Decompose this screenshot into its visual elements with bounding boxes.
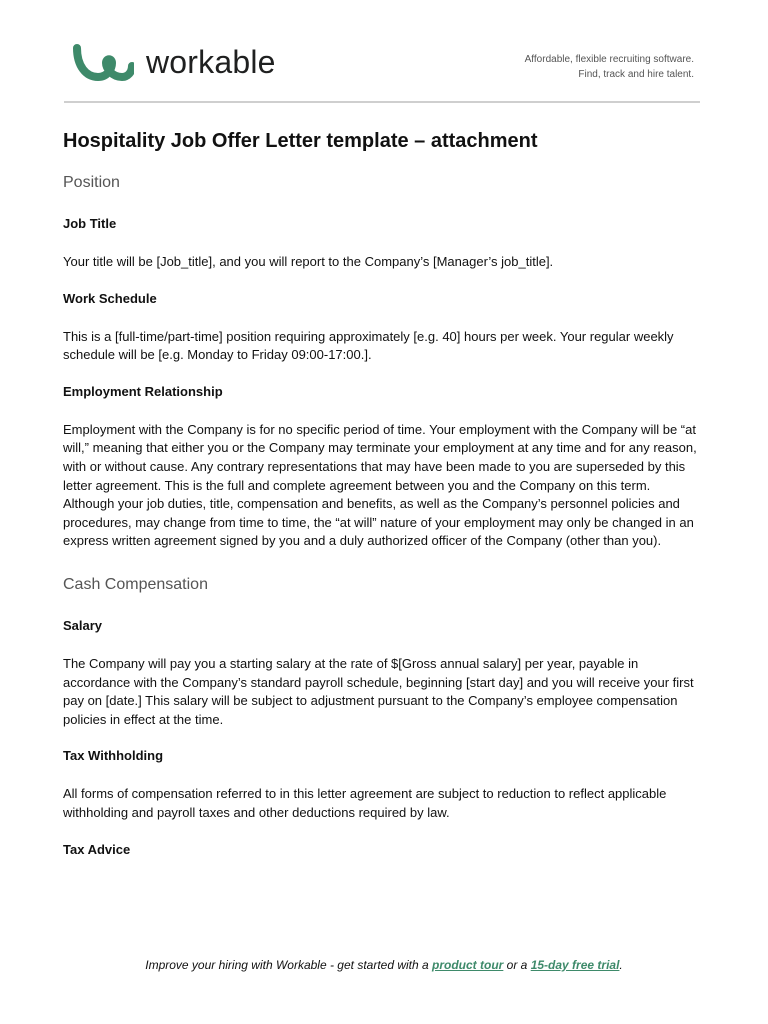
tagline-line-2: Find, track and hire talent.	[578, 69, 694, 80]
subheading-salary: Salary	[63, 617, 103, 633]
paragraph-employment-relationship: Employment with the Company is for no specific period of time. Your employment with the Company will be “at will,” meaning that either you or the Company may terminate your employment at any time and for any reason, with or without cause. Any contrary representations that may have been made to you are superseded by this letter agreement. This is the full and complete agreement between you and the Company on this term. Although your job duties, title, compensation and benefits, as well as the Company’s personnel policies and procedures, may change from time to time, the “at will” nature of your employment may only be changed in an express written agreement signed by you and a duly authorized officer of the Company (other than you).	[63, 421, 697, 549]
subheading-tax-withholding: Tax Withholding	[63, 748, 164, 764]
tagline-line-1: Affordable, flexible recruiting software.	[524, 54, 694, 65]
product-tour-link[interactable]: product tour	[432, 958, 504, 972]
subheading-employment-relationship: Employment Relationship	[63, 383, 223, 399]
subheading-tax-advice: Tax Advice	[63, 841, 131, 857]
logo-wordmark: workable	[146, 44, 276, 80]
workable-logo-icon	[72, 44, 134, 84]
paragraph-work-schedule: This is a [full-time/part-time] position requiring approximately [e.g. 40] hours per week. Your regular weekly schedule will be [e.g. Monday to Friday 09:00-17:00.].	[63, 328, 674, 363]
document-body	[63, 126, 703, 859]
footer-suffix-text: .	[619, 958, 623, 972]
subheading-job-title: Job Title	[63, 216, 117, 231]
footer-prefix-text: Improve your hiring with Workable - get started with a	[145, 958, 433, 972]
header-tagline	[525, 52, 694, 82]
header-divider	[64, 101, 700, 103]
footer-middle-text: or a	[503, 958, 531, 972]
free-trial-link[interactable]: 15-day free trial	[530, 958, 620, 972]
section-heading-position: Position	[63, 174, 120, 191]
section-heading-cash-compensation: Cash Compensation	[63, 575, 208, 593]
page-footer	[0, 958, 768, 972]
paragraph-salary: The Company will pay you a starting salary at the rate of $[Gross annual salary] per year, payable in accordance with the Company’s standard payroll schedule, beginning [start day] and you will receive your first pay on [date.] This salary will be subject to adjustment pursuant to the Company’s employee compensation policies in effect at the time.	[63, 655, 694, 727]
page-header	[0, 0, 768, 110]
paragraph-tax-withholding: All forms of compensation referred to in this letter agreement are subject to reduction to reflect applicable withholding and payroll taxes and other deductions required by law.	[63, 786, 667, 820]
workable-logo[interactable]	[72, 44, 276, 84]
subheading-work-schedule: Work Schedule	[63, 290, 157, 306]
paragraph-job-title: Your title will be [Job_title], and you will report to the Company’s [Manager’s job_title].	[63, 254, 554, 269]
document-title: Hospitality Job Offer Letter template – attachment	[63, 130, 538, 152]
